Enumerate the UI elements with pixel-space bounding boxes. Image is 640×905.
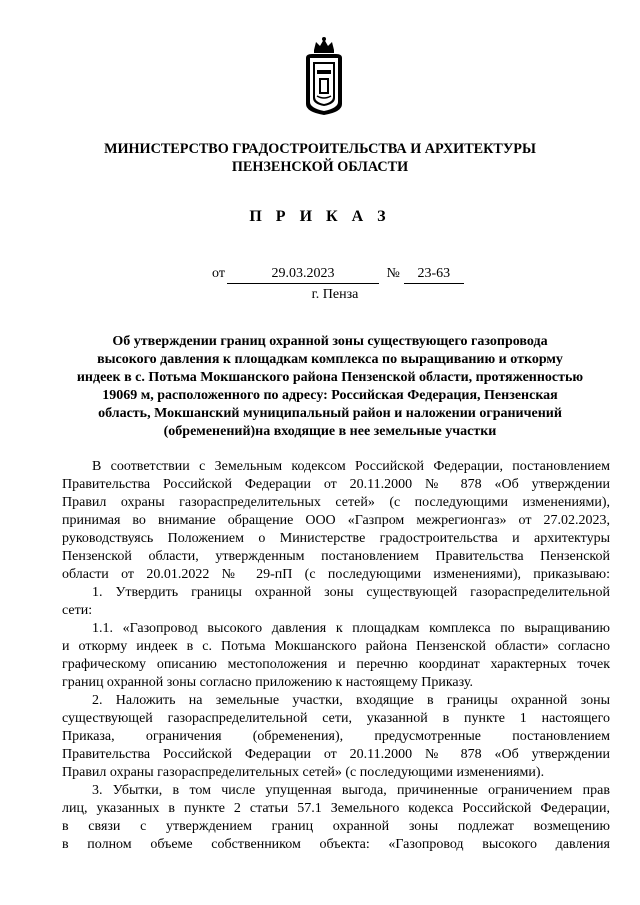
body-line: Правил охраны газораспределительных сетей» (с последующими изменениями).	[62, 765, 545, 780]
body-line: лиц, указанных в пункте 2 статьи 57.1 Земельного кодекса Российской Федерации,	[62, 801, 610, 816]
order-subject	[60, 333, 600, 441]
order-title: П Р И К А З	[249, 208, 391, 225]
subject-line: (обременений)на входящие в нее земельные участки	[163, 424, 497, 439]
body-line: и откорму индеек в с. Потьма Мокшанского района Пензенской области» согласно	[62, 639, 610, 654]
body-line: Пензенской области, утвержденным постановлением Правительства Пензенской	[62, 549, 610, 564]
body-line: в связи с утверждением границ охранной зоны подлежат возмещению	[62, 819, 610, 834]
body-line: 1.1. «Газопровод высокого давления к площадкам комплекса по выращиванию	[92, 621, 610, 636]
body-line: Правительства Российской Федерации от 20.11.2000 № 878 «Об утверждении	[62, 477, 610, 492]
subject-line: область, Мокшанский муниципальный район и наложении ограничений	[98, 406, 562, 421]
body-line: руководствуясь Положением о Министерстве градостроительства и архитектуры	[62, 531, 610, 546]
body-line: границ охранной зоны согласно приложению к настоящему Приказу.	[62, 675, 473, 690]
body-line: В соответствии с Земельным кодексом Российской Федерации, постановлением	[92, 459, 610, 474]
subject-line: высокого давления к площадкам комплекса по выращиванию и откорму	[97, 352, 563, 367]
body-line: Приказа, ограничения (обременения), предусмотренные постановлением	[62, 729, 610, 744]
number-sign: №	[386, 266, 400, 281]
order-date-number	[212, 265, 464, 284]
body-line: Правительства Российской Федерации от 20.11.2000 № 878 «Об утверждении	[62, 747, 610, 762]
body-line: 3. Убытки, в том числе упущенная выгода, причиненные ограничением прав	[92, 783, 610, 798]
coat-of-arms-icon	[302, 36, 346, 116]
subject-line: индеек в с. Потьма Мокшанского района Пензенской области, протяженностью	[76, 370, 584, 385]
body-line: в полном объеме собственником объекта: «Газопровод высокого давления	[62, 837, 610, 852]
order-number: 23-63	[404, 265, 464, 284]
ministry-line-1: МИНИСТЕРСТВО ГРАДОСТРОИТЕЛЬСТВА И АРХИТЕКТУРЫ	[104, 141, 536, 157]
order-body	[62, 458, 610, 854]
date-prefix: от	[212, 266, 225, 281]
body-line: 1. Утвердить границы охранной зоны существующей газораспределительной	[92, 585, 610, 600]
city: г. Пенза	[311, 287, 359, 302]
subject-line: 19069 м, расположенного по адресу: Российская Федерация, Пензенская	[102, 388, 558, 403]
body-line: 2. Наложить на земельные участки, входящие в границы охранной зоны	[92, 693, 610, 708]
order-date: 29.03.2023	[227, 265, 379, 284]
body-line: Правил охраны газораспределительных сетей» (с последующими изменениями),	[62, 495, 610, 510]
ministry-line-2: ПЕНЗЕНСКОЙ ОБЛАСТИ	[231, 159, 409, 175]
body-line: существующей газораспределительной сети, указанной в пункте 1 настоящего	[62, 711, 610, 726]
body-line: принимая во внимание обращение ООО «Газпром межрегионгаз» от 27.02.2023,	[62, 513, 610, 528]
body-line: области от 20.01.2022 № 29-пП (с последующими изменениями), приказываю:	[62, 567, 610, 582]
subject-line: Об утверждении границ охранной зоны существующего газопровода	[112, 334, 548, 349]
ministry-name	[40, 140, 600, 176]
body-line: графическому описанию местоположения и перечню координат характерных точек	[62, 657, 610, 672]
body-line: сети:	[62, 603, 93, 618]
